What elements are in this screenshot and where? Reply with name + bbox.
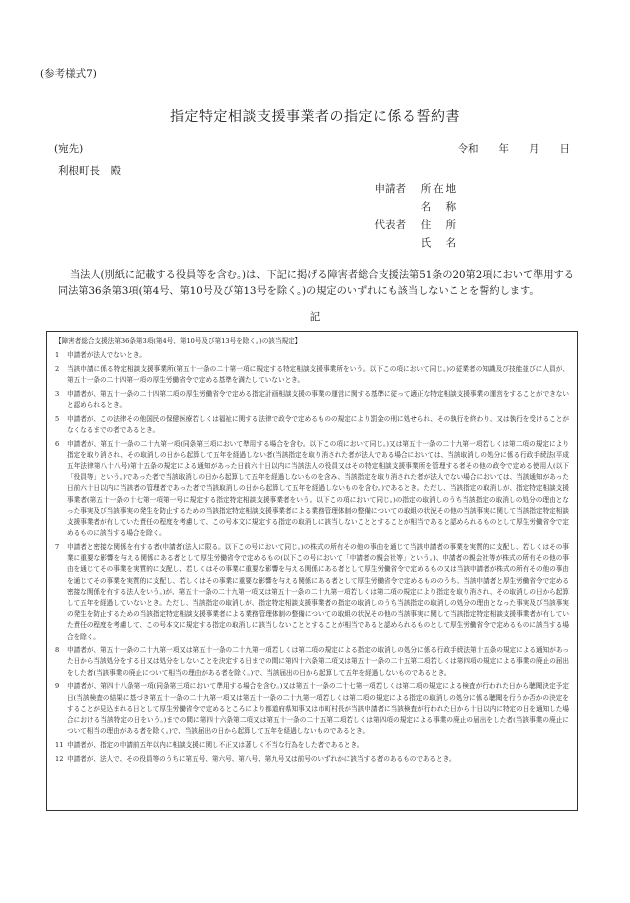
- document-title: 指定特定相談支援事業者の指定に係る誓約書: [170, 109, 460, 125]
- list-item: [55, 542, 569, 643]
- item-text: 申請者が、指定の申請前五年以内に相談支援に関し不正又は著しく不当な行為をした者であるとき。: [67, 740, 364, 749]
- item-text: 申請者が法人でないとき。: [67, 351, 146, 360]
- item-text: 申請者が、第五十一条の二十九第一項(同条第三項において準用する場合を含む。以下この項において同じ。)又は第五十一条の二十九第一項若しくは第二項の規定により指定を取り消され、その取消しの日から起算して五年を経過しない者(当該指定を取り消された者が法人である場合においては、当該取消しの処分に係る行政手続法(平成五年法律第八十八号)第十五条の規定による通知があった日前六十日以内に当該法人の役員又はその特定相談支援事業所を管理する者その他の政令で定める使用人(以下「役員等」という。)であった者で当該取消しの日から起算して五年を経過しないものを含み、当該指定を取り消された者が法人でない場合においては、当該通知があった日前六十日以内に当該者の管理者であった者で当該取消しの日から起算して五年を経過しないものを含む。)であるとき。ただし、当該指定の取消しが、指定特定相談支援事業者(第五十一条の十七第一項第一号に規定する指定特定相談支援事業者をいう。以下この項において同じ。)の指定の取消しのうち当該指定の取消しの処分の理由となった事実及び当該事実の発生を防止するための当該指定特定相談支援事業者による業務管理体制の整備についての取組の状況その他の当該事実に関して当該指定特定相談支援事業者が有していた責任の程度を考慮して、この号本文に規定する指定の取消しに該当しないこととすることが相当であると認められるものとして厚生労働省令で定めるものに該当する場合を除く。: [67, 439, 569, 538]
- item-text: 当該申請に係る特定相談支援事業所(第五十一条の二十第一項に規定する特定相談支援事業所をいう。以下この項において同じ。)の従業者の知識及び技能並びに人員が、第五十一条の二十四第一項の厚生労働省令で定める基準を満たしていないとき。: [67, 364, 569, 385]
- list-item: [55, 364, 569, 386]
- item-number: 6: [55, 439, 60, 448]
- date-year: 年: [498, 143, 509, 155]
- list-item: [55, 754, 569, 765]
- item-number: 11: [55, 740, 64, 749]
- item-text: 申請者が、この法律その他国民の保健医療若しくは福祉に関する法律で政令で定めるものの規定により罰金の刑に処せられ、その執行を終わり、又は執行を受けることがなくなるまでの者であるとき。: [67, 414, 569, 434]
- pledge-paragraph: 当法人(別紙に記載する役員等を含む。)は、下記に掲げる障害者総合支援法第51条の20第2項において準用する同法第36条第3項(第4号、第10号及び第13号を除く。)の規定のいずれにも該当しないことを誓約します。: [58, 270, 574, 297]
- list-item: [55, 439, 569, 540]
- applicant-name-label: 名 称: [420, 201, 459, 213]
- item-number: 9: [55, 682, 60, 691]
- list-item: [55, 350, 569, 361]
- date-line: [438, 141, 571, 156]
- date-era: 令和: [457, 143, 479, 155]
- applicant-address-row: [362, 181, 471, 196]
- date-month: 月: [529, 143, 540, 155]
- item-number: 7: [55, 542, 60, 551]
- item-number: 2: [55, 364, 60, 373]
- item-text: 申請者と密接な関係を有する者(申請者(法人に限る。以下この号において同じ。)の株式の所有その他の事由を通じて当該申請者の事業を実質的に支配し、若しくはその事業に重要な影響を与える関係にある者として厚生労働省令で定めるもの(以下この号において「申請者の親会社等」という。)、申請者の親会社等が株式の所有その他の事由を通じてその事業を実質的に支配し、若しくはその事業に重要な影響を与える関係にある者として厚生労働省令で定めるもの又は当該申請者が株式の所有その他の事由を通じてその事業を実質的に支配し、若しくはその事業に重要な影響を与える関係にある者として厚生労働省令で定めるもののうち、当該申請者と厚生労働省令で定める密接な関係を有する法人をいう。)が、第五十一条の二十九第一項又は第五十一条の二十九第一項若しくは第二項の規定により指定を取り消され、その取消しの日から起算して五年を経過していないとき。ただし、当該指定の取消しが、指定特定相談支援事業者の指定の取消しのうち当該指定の取消しの処分の理由となった事実及び当該事実の発生を防止するための当該指定特定相談支援事業者による業務管理体制の整備についての取組の状況その他の当該事実に関して当該指定特定相談支援事業者が有していた責任の程度を考慮して、この号本文に規定する指定の取消しに該当しないこととすることが相当であると認められるものとして厚生労働省令で定めるものに該当する場合を除く。: [67, 542, 569, 641]
- applicant-address-label: 所在地: [420, 183, 459, 195]
- addressee: 利根町長 殿: [58, 165, 121, 177]
- list-item: [55, 389, 569, 411]
- item-text: 申請者が、第五十一条の二十九第一項又は第五十一条の二十九第一項若しくは第二項の規定による指定の取消しの処分に係る行政手続法第十五条の規定による通知があった日から当該処分をする日又は処分をしないことを決定する日までの間に第四十六条第二項又は第五十一条の二十五第二項若しくは第四項の規定による事業の廃止の届出をした者(当該事業の廃止について相当の理由がある者を除く。)で、当該届出の日から起算して五年を経過しないものであるとき。: [67, 646, 569, 677]
- list-item: [55, 414, 569, 436]
- provisions-heading: 【障害者総合支援法第36条第3項(第4号、第10号及び第13号を除く。)の該当規定】: [55, 337, 302, 345]
- representative-name-label: 氏 名: [420, 237, 459, 249]
- item-number: 3: [55, 389, 60, 398]
- representative-name-row: [362, 235, 471, 250]
- ki-heading: 記: [309, 311, 321, 323]
- form-reference: (参考様式7): [40, 68, 97, 80]
- date-day: 日: [559, 143, 570, 155]
- item-text: 申請者が、第五十一条の二十四第二項の厚生労働省令で定める指定計画相談支援の事業の運営に関する基準に従って適正な特定相談支援事業の運営をすることができないと認められるとき。: [67, 389, 569, 410]
- list-item: [55, 645, 569, 679]
- representative-address-row: [362, 217, 471, 232]
- item-number: 12: [55, 754, 64, 763]
- addressee-heading: (宛先): [54, 143, 84, 155]
- list-item: [55, 681, 569, 737]
- applicant-name-row: [362, 199, 471, 214]
- item-text: 申請者が、法人で、その役員等のうちに第五号、第六号、第八号、第九号又は前号のいずれかに該当する者のあるものであるとき。: [67, 754, 456, 763]
- representative-role: 代表者: [374, 219, 406, 231]
- item-text: 申請者が、第四十八条第一項(同条第三項において準用する場合を含む。)又は第五十一条の二十七第一項若しくは第二項の規定による検査が行われた日から聴聞決定予定日(当該検査の結果に基づき第五十一条の二十九第一項又は第五十一条の二十九第一項若しくは第二項の規定による指定の取消しの処分に係る聴聞を行うか否かの決定をすることが見込まれる日として厚生労働省令で定めるところにより都道府県知事又は市町村長が当該申請者に当該検査が行われた日から十日以内に特定の日を通知した場合における当該特定の日をいう。)までの間に第四十六条第二項又は第五十一条の二十五第二項若しくは第四項の規定による事業の廃止の届出をした者(当該事業の廃止について相当の理由がある者を除く。)で、当該届出の日から起算して五年を経過しないものであるとき。: [67, 682, 569, 736]
- item-number: 1: [55, 351, 60, 360]
- provisions-box: [46, 331, 578, 811]
- representative-address-label: 住 所: [420, 219, 459, 231]
- item-number: 8: [55, 646, 60, 655]
- list-item: [55, 740, 569, 751]
- applicant-role: 申請者: [374, 183, 406, 195]
- item-number: 5: [55, 414, 60, 423]
